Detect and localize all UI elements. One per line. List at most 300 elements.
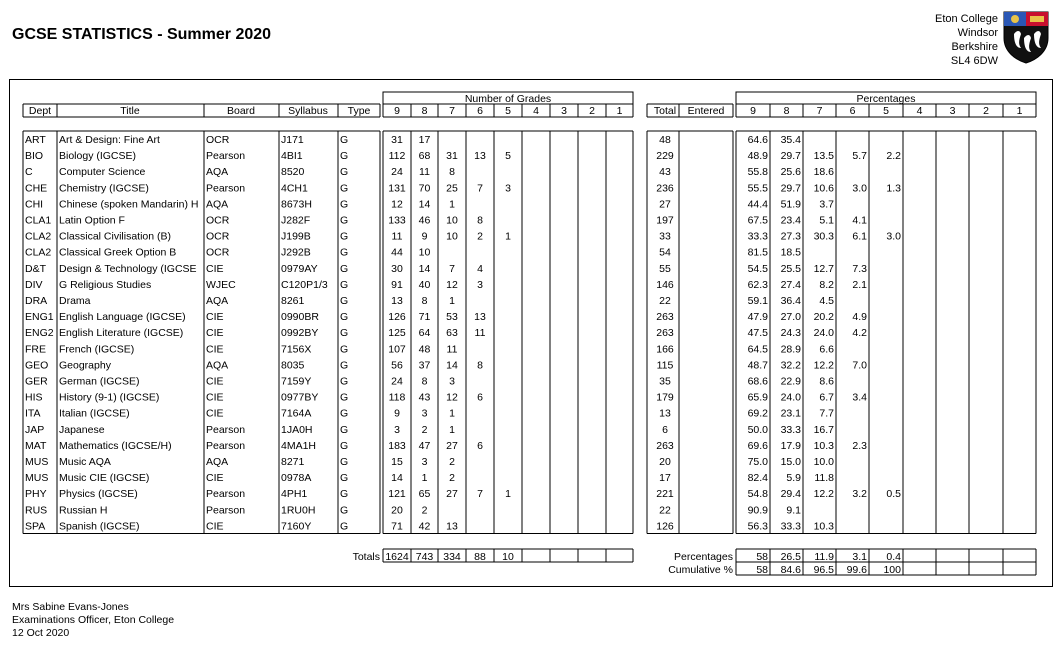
row-pct: 55.8 bbox=[747, 166, 768, 179]
row-total: 263 bbox=[656, 439, 674, 452]
row-syllabus: 0978A bbox=[281, 472, 312, 485]
row-grade-count: 8 bbox=[477, 359, 483, 372]
totals-value: 88 bbox=[474, 551, 486, 563]
row-board: Pearson bbox=[206, 488, 246, 501]
row-grade-count: 12 bbox=[446, 278, 458, 291]
row-grade-count: 13 bbox=[446, 520, 458, 533]
row-type: G bbox=[340, 472, 349, 485]
row-pct: 23.4 bbox=[780, 214, 801, 227]
row-title: Latin Option F bbox=[59, 214, 125, 227]
row-grade-count: 2 bbox=[449, 472, 455, 485]
row-total: 115 bbox=[656, 359, 674, 372]
header-type: Type bbox=[347, 105, 371, 117]
row-grade-count: 11 bbox=[474, 327, 486, 340]
row-title: Spanish (IGCSE) bbox=[59, 520, 140, 533]
row-type: G bbox=[340, 278, 349, 291]
row-grade-count: 1 bbox=[449, 295, 455, 307]
row-grade-count: 48 bbox=[418, 343, 431, 356]
row-type: G bbox=[340, 214, 349, 227]
row-grade-count: 31 bbox=[391, 134, 403, 146]
row-grade-count: 37 bbox=[418, 359, 431, 372]
row-grade-count: 11 bbox=[419, 166, 430, 179]
row-board: CIE bbox=[206, 343, 224, 356]
row-title: Biology (IGCSE) bbox=[59, 150, 137, 163]
row-grade-count: 56 bbox=[391, 359, 403, 372]
row-total: 43 bbox=[659, 166, 671, 179]
row-grade-count: 10 bbox=[446, 214, 458, 227]
row-pct: 12.2 bbox=[813, 359, 834, 372]
row-grade-count: 40 bbox=[418, 278, 431, 291]
row-pct: 69.6 bbox=[747, 439, 768, 452]
row-title: German (IGCSE) bbox=[59, 375, 140, 388]
row-syllabus: 7156X bbox=[281, 343, 312, 356]
row-dept: SPA bbox=[25, 520, 46, 533]
officer-role: Examinations Officer, Eton College bbox=[12, 614, 175, 626]
totals-value: 10 bbox=[502, 551, 514, 563]
row-pct: 48.9 bbox=[747, 150, 768, 163]
row-type: G bbox=[340, 343, 349, 356]
row-title: G Religious Studies bbox=[59, 278, 152, 291]
row-grade-count: 1 bbox=[505, 230, 511, 243]
row-grade-count: 9 bbox=[394, 407, 400, 420]
row-pct: 27.3 bbox=[780, 230, 801, 243]
row-grade-count: 126 bbox=[388, 311, 406, 324]
row-dept: PHY bbox=[25, 488, 47, 501]
row-dept: HIS bbox=[25, 391, 43, 404]
row-board: CIE bbox=[206, 520, 224, 533]
row-dept: CLA2 bbox=[25, 230, 52, 243]
header-pct: 4 bbox=[916, 105, 923, 117]
header-dept: Dept bbox=[28, 105, 52, 117]
row-grade-count: 71 bbox=[418, 311, 431, 324]
row-total: 263 bbox=[656, 327, 674, 340]
address-line: SL4 6DW bbox=[950, 55, 998, 67]
row-pct: 47.5 bbox=[747, 327, 768, 340]
grades-group-label: Number of Grades bbox=[464, 93, 552, 105]
row-dept: DRA bbox=[25, 295, 48, 307]
row-dept: CHI bbox=[25, 198, 44, 211]
row-board: Pearson bbox=[206, 182, 246, 195]
row-grade-count: 3 bbox=[477, 278, 483, 291]
totals-value: 743 bbox=[415, 551, 434, 563]
row-title: Chinese (spoken Mandarin) H bbox=[59, 198, 199, 211]
row-pct: 3.4 bbox=[852, 391, 867, 404]
row-grade-count: 1 bbox=[449, 423, 455, 436]
row-pct: 4.9 bbox=[852, 311, 867, 324]
row-pct: 30.3 bbox=[813, 230, 834, 243]
row-board: OCR bbox=[206, 230, 230, 243]
row-board: AQA bbox=[206, 198, 229, 211]
row-syllabus: 0977BY bbox=[281, 391, 319, 404]
row-type: G bbox=[340, 327, 349, 340]
totals-value: 334 bbox=[443, 551, 461, 563]
row-board: CIE bbox=[206, 262, 224, 275]
row-grade-count: 107 bbox=[388, 343, 406, 356]
address-line: Eton College bbox=[935, 13, 998, 25]
row-grade-count: 24 bbox=[391, 375, 403, 388]
row-board: CIE bbox=[206, 472, 224, 485]
row-dept: GEO bbox=[25, 359, 49, 372]
row-total: 236 bbox=[656, 182, 674, 195]
row-grade-count: 27 bbox=[446, 439, 458, 452]
row-pct: 3.0 bbox=[852, 182, 867, 195]
row-dept: CLA1 bbox=[25, 214, 52, 227]
row-pct: 54.5 bbox=[747, 262, 768, 275]
row-title: Japanese bbox=[59, 423, 105, 436]
row-pct: 25.6 bbox=[780, 166, 801, 179]
row-dept: C bbox=[25, 166, 33, 179]
row-dept: BIO bbox=[25, 150, 44, 163]
row-pct: 3.2 bbox=[852, 488, 867, 501]
row-syllabus: 1JA0H bbox=[281, 423, 313, 436]
summary-cumulative-value: 100 bbox=[883, 564, 901, 576]
row-grade-count: 46 bbox=[418, 214, 431, 227]
row-pct: 44.4 bbox=[747, 198, 768, 211]
row-board: Pearson bbox=[206, 504, 246, 517]
row-grade-count: 131 bbox=[388, 182, 406, 195]
row-syllabus: 4PH1 bbox=[281, 488, 308, 501]
row-pct: 10.3 bbox=[813, 520, 834, 533]
header-pct: 6 bbox=[849, 105, 856, 117]
row-type: G bbox=[340, 311, 349, 324]
row-grade-count: 65 bbox=[418, 488, 431, 501]
row-grade-count: 11 bbox=[391, 230, 403, 243]
row-title: Design & Technology (IGCSE bbox=[59, 262, 197, 275]
row-grade-count: 6 bbox=[477, 439, 483, 452]
row-board: OCR bbox=[206, 134, 230, 146]
row-total: 126 bbox=[656, 520, 674, 533]
row-title: Art & Design: Fine Art bbox=[59, 134, 160, 146]
row-pct: 25.5 bbox=[780, 262, 801, 275]
row-dept: ITA bbox=[25, 407, 41, 420]
row-grade-count: 68 bbox=[418, 150, 431, 163]
row-pct: 10.6 bbox=[813, 182, 834, 195]
row-grade-count: 1 bbox=[421, 472, 428, 485]
row-grade-count: 13 bbox=[474, 311, 486, 324]
row-dept: FRE bbox=[25, 343, 46, 356]
row-pct: 24.0 bbox=[813, 327, 834, 340]
header-grade: 5 bbox=[505, 105, 511, 117]
officer-name: Mrs Sabine Evans-Jones bbox=[12, 601, 129, 613]
row-grade-count: 11 bbox=[446, 343, 458, 356]
header-grade: 7 bbox=[449, 105, 455, 117]
row-total: 229 bbox=[656, 150, 674, 163]
row-syllabus: 8035 bbox=[281, 359, 305, 372]
row-grade-count: 1 bbox=[505, 488, 511, 501]
row-dept: ENG1 bbox=[25, 311, 54, 324]
row-board: CIE bbox=[206, 407, 224, 420]
row-syllabus: 4BI1 bbox=[281, 150, 303, 163]
row-pct: 27.0 bbox=[780, 311, 801, 324]
row-board: CIE bbox=[206, 311, 224, 324]
row-pct: 5.9 bbox=[786, 472, 801, 485]
row-grade-count: 13 bbox=[391, 295, 403, 307]
summary-cumulative-value: 99.6 bbox=[846, 564, 867, 576]
row-pct: 17.9 bbox=[780, 439, 801, 452]
header-total: Total bbox=[653, 105, 677, 117]
row-grade-count: 2 bbox=[421, 423, 428, 436]
row-grade-count: 12 bbox=[391, 198, 403, 211]
row-grade-count: 8 bbox=[477, 214, 483, 227]
header-grade: 1 bbox=[616, 105, 623, 117]
address-line: Berkshire bbox=[951, 41, 998, 53]
row-syllabus: J282F bbox=[281, 214, 311, 227]
summary-percentage-value: 26.5 bbox=[780, 551, 801, 563]
row-grade-count: 12 bbox=[446, 391, 458, 404]
row-title: English Language (IGCSE) bbox=[59, 311, 186, 324]
row-grade-count: 118 bbox=[388, 391, 406, 404]
row-pct: 24.0 bbox=[780, 391, 801, 404]
row-grade-count: 6 bbox=[477, 391, 483, 404]
row-grade-count: 125 bbox=[388, 327, 406, 340]
row-grade-count: 47 bbox=[418, 439, 431, 452]
row-grade-count: 70 bbox=[418, 182, 431, 195]
row-pct: 62.3 bbox=[747, 278, 768, 291]
header-pct: 3 bbox=[949, 105, 956, 117]
row-dept: CHE bbox=[25, 182, 48, 195]
row-pct: 16.7 bbox=[813, 423, 834, 436]
row-grade-count: 7 bbox=[477, 182, 483, 195]
row-title: English Literature (IGCSE) bbox=[59, 327, 184, 340]
row-pct: 8.6 bbox=[819, 375, 834, 388]
row-grade-count: 14 bbox=[446, 359, 458, 372]
row-pct: 2.1 bbox=[852, 278, 867, 291]
row-dept: DIV bbox=[25, 278, 43, 291]
header-grade: 3 bbox=[561, 105, 567, 117]
header-grade: 2 bbox=[589, 105, 595, 117]
row-pct: 9.1 bbox=[786, 504, 801, 517]
row-pct: 5.7 bbox=[852, 150, 867, 163]
row-total: 48 bbox=[659, 134, 671, 146]
row-syllabus: C120P1/3 bbox=[281, 278, 328, 291]
summary-cumulative-value: 58 bbox=[756, 564, 768, 576]
summary-percentage-value: 58 bbox=[756, 551, 768, 563]
row-syllabus: 8673H bbox=[281, 198, 312, 211]
row-syllabus: 8520 bbox=[281, 166, 305, 179]
row-pct: 68.6 bbox=[747, 375, 768, 388]
row-grade-count: 30 bbox=[391, 262, 403, 275]
row-total: 17 bbox=[659, 472, 671, 485]
row-title: Classical Civilisation (B) bbox=[59, 230, 172, 243]
header-entered: Entered bbox=[687, 105, 725, 117]
row-pct: 51.9 bbox=[780, 198, 801, 211]
row-total: 33 bbox=[659, 230, 671, 243]
row-pct: 10.3 bbox=[813, 439, 834, 452]
row-grade-count: 17 bbox=[418, 134, 431, 146]
row-board: AQA bbox=[206, 359, 229, 372]
row-type: G bbox=[340, 262, 349, 275]
row-grade-count: 121 bbox=[388, 488, 406, 501]
row-dept: MUS bbox=[25, 456, 49, 468]
row-pct: 69.2 bbox=[747, 407, 768, 420]
row-total: 20 bbox=[659, 456, 671, 468]
row-pct: 64.6 bbox=[747, 134, 768, 146]
row-pct: 65.9 bbox=[747, 391, 768, 404]
row-total: 13 bbox=[659, 407, 671, 420]
row-pct: 33.3 bbox=[780, 423, 801, 436]
row-dept: CLA2 bbox=[25, 246, 52, 259]
row-title: Russian H bbox=[59, 504, 108, 517]
row-total: 179 bbox=[656, 391, 674, 404]
row-grade-count: 2 bbox=[477, 230, 483, 243]
row-grade-count: 63 bbox=[446, 327, 458, 340]
row-pct: 90.9 bbox=[747, 504, 768, 517]
row-pct: 33.3 bbox=[780, 520, 801, 533]
summary-cumulative-label: Cumulative % bbox=[668, 564, 733, 576]
row-pct: 48.7 bbox=[747, 359, 768, 372]
row-board: Pearson bbox=[206, 423, 246, 436]
row-dept: D&T bbox=[25, 262, 46, 275]
row-type: G bbox=[340, 134, 349, 146]
row-type: G bbox=[340, 391, 349, 404]
row-pct: 12.7 bbox=[813, 262, 834, 275]
row-pct: 29.7 bbox=[780, 182, 801, 195]
summary-percentages-label: Percentages bbox=[674, 551, 733, 563]
row-dept: ENG2 bbox=[25, 327, 54, 340]
row-grade-count: 5 bbox=[505, 150, 511, 163]
row-total: 55 bbox=[659, 262, 671, 275]
summary-cumulative-value: 96.5 bbox=[813, 564, 834, 576]
row-type: G bbox=[340, 439, 349, 452]
row-grade-count: 91 bbox=[391, 278, 403, 291]
row-total: 27 bbox=[659, 198, 671, 211]
row-grade-count: 14 bbox=[418, 262, 431, 275]
row-type: G bbox=[340, 246, 349, 259]
row-pct: 50.0 bbox=[747, 423, 768, 436]
header-pct: 2 bbox=[983, 105, 989, 117]
row-title: History (9-1) (IGCSE) bbox=[59, 391, 160, 404]
row-dept: MAT bbox=[25, 439, 47, 452]
row-total: 221 bbox=[656, 488, 674, 501]
row-pct: 6.7 bbox=[819, 391, 834, 404]
row-grade-count: 7 bbox=[449, 262, 455, 275]
row-pct: 6.6 bbox=[819, 343, 834, 356]
row-syllabus: 4MA1H bbox=[281, 439, 317, 452]
row-board: WJEC bbox=[206, 278, 236, 291]
row-grade-count: 3 bbox=[505, 182, 511, 195]
row-title: Chemistry (IGCSE) bbox=[59, 182, 149, 195]
row-board: OCR bbox=[206, 214, 230, 227]
row-board: CIE bbox=[206, 391, 224, 404]
summary-percentage-value: 0.4 bbox=[886, 551, 901, 563]
row-title: Drama bbox=[59, 295, 91, 307]
row-title: Mathematics (IGCSE/H) bbox=[59, 439, 172, 452]
row-grade-count: 8 bbox=[421, 295, 428, 307]
row-title: Classical Greek Option B bbox=[59, 246, 177, 259]
row-pct: 18.6 bbox=[813, 166, 834, 179]
row-grade-count: 3 bbox=[421, 456, 428, 468]
row-pct: 75.0 bbox=[747, 456, 768, 468]
row-grade-count: 31 bbox=[446, 150, 458, 163]
row-board: AQA bbox=[206, 295, 229, 307]
row-pct: 12.2 bbox=[813, 488, 834, 501]
row-grade-count: 1 bbox=[449, 198, 455, 211]
row-type: G bbox=[340, 456, 349, 468]
row-grade-count: 3 bbox=[449, 375, 455, 388]
row-type: G bbox=[340, 375, 349, 388]
row-pct: 33.3 bbox=[747, 230, 768, 243]
row-syllabus: 0979AY bbox=[281, 262, 318, 275]
row-pct: 55.5 bbox=[747, 182, 768, 195]
row-type: G bbox=[340, 407, 349, 420]
row-type: G bbox=[340, 295, 349, 307]
row-pct: 0.5 bbox=[886, 488, 901, 501]
row-total: 166 bbox=[656, 343, 674, 356]
row-total: 263 bbox=[656, 311, 674, 324]
row-grade-count: 133 bbox=[388, 214, 406, 227]
row-pct: 18.5 bbox=[780, 246, 801, 259]
row-pct: 10.0 bbox=[813, 456, 834, 468]
row-title: Music AQA bbox=[59, 456, 111, 468]
row-total: 22 bbox=[659, 295, 671, 307]
row-grade-count: 53 bbox=[446, 311, 458, 324]
row-pct: 28.9 bbox=[780, 343, 801, 356]
row-pct: 8.2 bbox=[819, 278, 834, 291]
row-grade-count: 13 bbox=[474, 150, 486, 163]
row-type: G bbox=[340, 182, 349, 195]
row-syllabus: 1RU0H bbox=[281, 504, 316, 517]
row-pct: 13.5 bbox=[813, 150, 834, 163]
header-pct: 8 bbox=[783, 105, 790, 117]
row-pct: 4.1 bbox=[852, 214, 867, 227]
row-grade-count: 71 bbox=[391, 520, 403, 533]
row-grade-count: 20 bbox=[391, 504, 403, 517]
header-grade: 4 bbox=[533, 105, 539, 117]
address-line: Windsor bbox=[957, 27, 998, 39]
row-board: OCR bbox=[206, 246, 230, 259]
row-syllabus: 4CH1 bbox=[281, 182, 308, 195]
row-syllabus: J199B bbox=[281, 230, 311, 243]
row-total: 22 bbox=[659, 504, 671, 517]
row-dept: JAP bbox=[25, 423, 45, 436]
row-type: G bbox=[340, 230, 349, 243]
row-dept: RUS bbox=[25, 504, 48, 517]
row-total: 54 bbox=[659, 246, 671, 259]
row-pct: 47.9 bbox=[747, 311, 768, 324]
page-title: GCSE STATISTICS - Summer 2020 bbox=[12, 26, 272, 43]
header-pct: 7 bbox=[816, 105, 823, 117]
row-grade-count: 8 bbox=[421, 375, 428, 388]
row-pct: 4.5 bbox=[819, 295, 834, 307]
row-board: CIE bbox=[206, 375, 224, 388]
header-pct: 1 bbox=[1016, 105, 1023, 117]
row-pct: 22.9 bbox=[780, 375, 801, 388]
row-pct: 15.0 bbox=[780, 456, 801, 468]
row-pct: 5.1 bbox=[819, 214, 834, 227]
row-grade-count: 7 bbox=[477, 488, 483, 501]
row-total: 35 bbox=[659, 375, 671, 388]
row-grade-count: 14 bbox=[391, 472, 403, 485]
row-pct: 1.3 bbox=[886, 182, 901, 195]
header-title: Title bbox=[120, 105, 140, 117]
row-title: Italian (IGCSE) bbox=[59, 407, 130, 420]
row-syllabus: 7159Y bbox=[281, 375, 312, 388]
row-type: G bbox=[340, 150, 349, 163]
header-grade: 9 bbox=[394, 105, 400, 117]
row-grade-count: 42 bbox=[418, 520, 431, 533]
row-title: Physics (IGCSE) bbox=[59, 488, 138, 501]
row-title: Geography bbox=[59, 359, 111, 372]
row-pct: 27.4 bbox=[780, 278, 801, 291]
row-pct: 32.2 bbox=[780, 359, 801, 372]
header-board: Board bbox=[226, 105, 256, 117]
row-pct: 11.8 bbox=[814, 472, 834, 485]
row-pct: 7.3 bbox=[852, 262, 867, 275]
row-syllabus: J171 bbox=[281, 134, 304, 146]
row-board: AQA bbox=[206, 456, 229, 468]
row-title: French (IGCSE) bbox=[59, 343, 135, 356]
row-grade-count: 43 bbox=[418, 391, 431, 404]
